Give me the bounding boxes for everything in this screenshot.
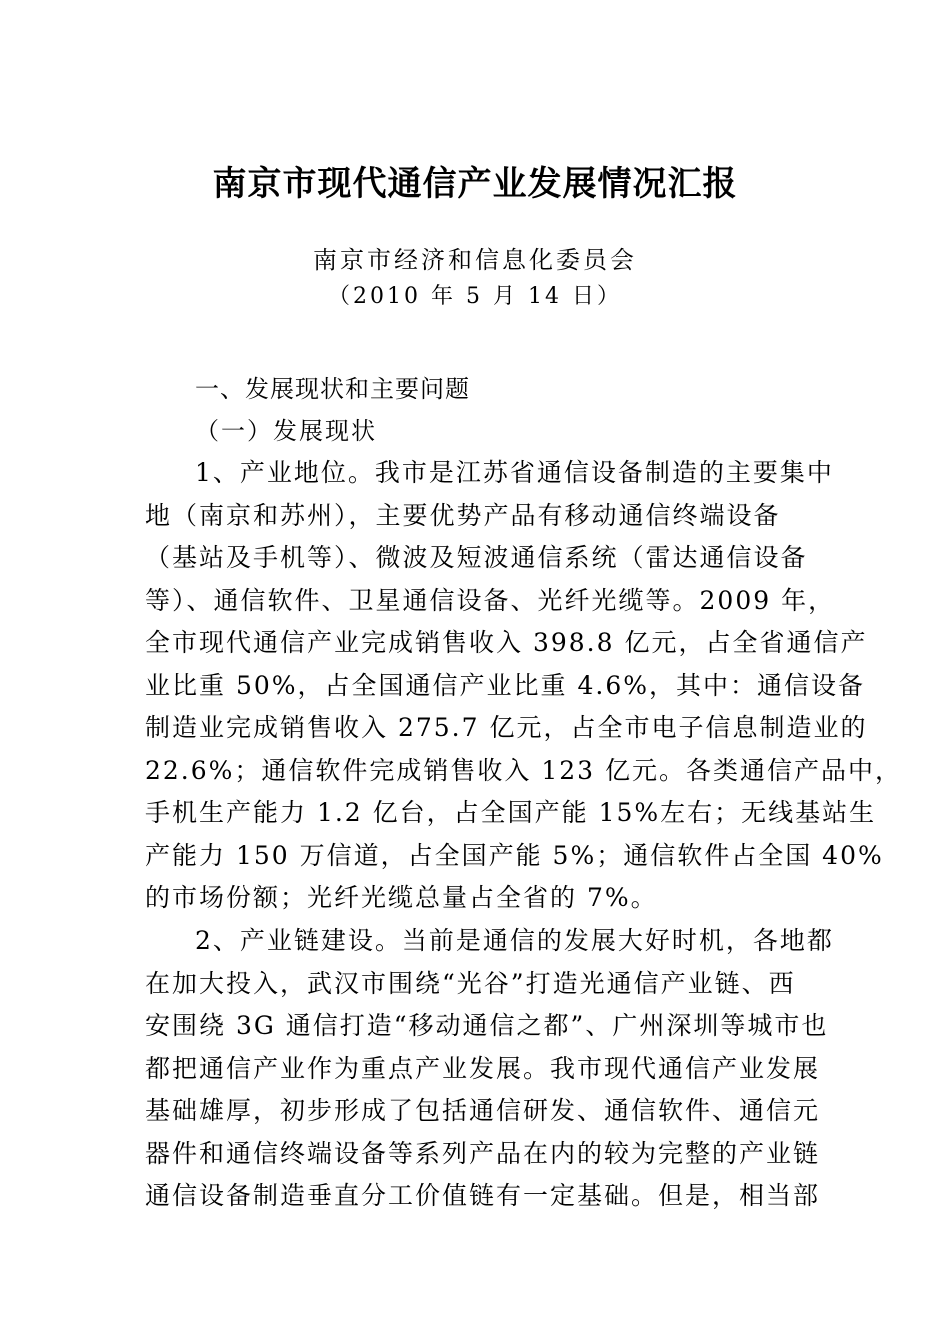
- paragraph-line: 2、产业链建设。当前是通信的发展大好时机，各地都: [195, 926, 834, 955]
- document-title: 南京市现代通信产业发展情况汇报: [212, 164, 738, 204]
- paragraph-1: [145, 452, 903, 920]
- paragraph-line: 器件和通信终端设备等系列产品在内的较为完整的产业链: [145, 1138, 821, 1168]
- paragraph-line: 在加大投入，武汉市围绕“光谷”打造光通信产业链、西: [145, 968, 796, 998]
- paragraph-line: 通信设备制造垂直分工价值链有一定基础。但是，相当部: [145, 1181, 821, 1210]
- paragraph-line: 都把通信产业作为重点产业发展。我市现代通信产业发展: [145, 1053, 821, 1083]
- paragraph-line: 手机生产能力 1.2 亿台，占全国产能 15%左右；无线基站生: [145, 798, 877, 827]
- paragraph-line: 全市现代通信产业完成销售收入 398.8 亿元，占全省通信产: [145, 628, 868, 657]
- section-heading: 一、发展现状和主要问题: [195, 375, 470, 403]
- paragraph-line: 22.6%；通信软件完成销售收入 123 亿元。各类通信产品中，: [145, 755, 903, 785]
- paragraph-line: 基础雄厚，初步形成了包括通信研发、通信软件、通信元: [145, 1096, 821, 1125]
- date-line: （2010 年 5 月 14 日）: [328, 284, 622, 309]
- paragraph-line: 安围绕 3G 通信打造“移动通信之都”、广州深圳等城市也: [145, 1011, 829, 1040]
- paragraph-line: （基站及手机等）、微波及短波通信系统（雷达通信设备: [145, 543, 808, 572]
- paragraph-2: [145, 920, 834, 1218]
- sub-heading: （一）发展现状: [195, 417, 377, 445]
- paragraph-line: 1、产业地位。我市是江苏省通信设备制造的主要集中: [195, 458, 834, 487]
- paragraph-line: 制造业完成销售收入 275.7 亿元，占全市电子信息制造业的: [145, 713, 868, 742]
- paragraph-line: 等）、通信软件、卫星通信设备、光纤光缆等。2009 年，: [145, 585, 836, 615]
- paragraph-line: 地（南京和苏州），主要优势产品有移动通信终端设备: [145, 500, 781, 530]
- paragraph-line: 产能力 150 万信道，占全国产能 5%；通信软件占全国 40%: [145, 840, 884, 870]
- author-line: 南京市经济和信息化委员会: [313, 246, 637, 274]
- paragraph-line: 的市场份额；光纤光缆总量占全省的 7%。: [145, 883, 658, 912]
- paragraph-line: 业比重 50%，占全国通信产业比重 4.6%，其中：通信设备: [145, 670, 865, 700]
